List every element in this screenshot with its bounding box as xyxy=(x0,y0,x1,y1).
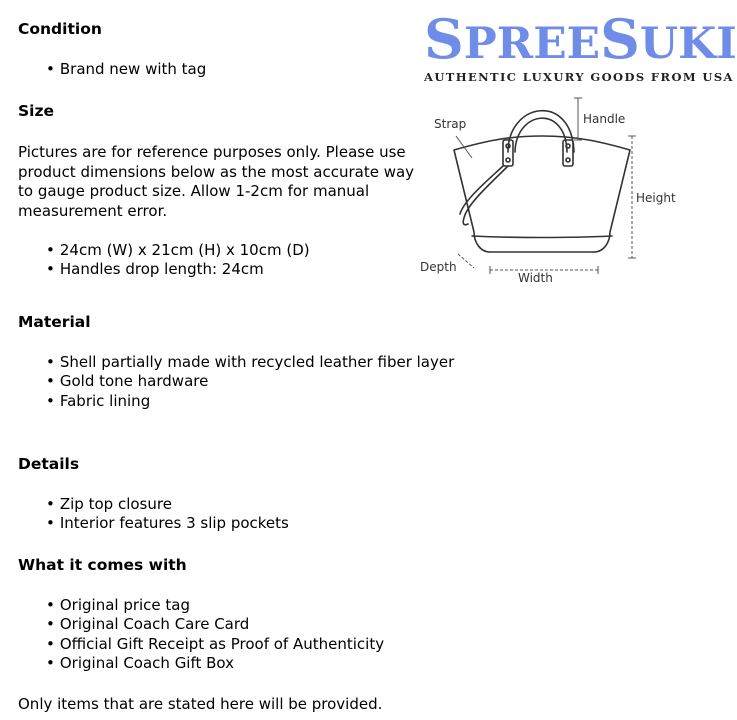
footer-note: Only items that are stated here will be provided. xyxy=(18,695,383,713)
details-list xyxy=(46,495,289,534)
list-item: • Zip top closure xyxy=(46,495,289,514)
list-item: • Handles drop length: 24cm xyxy=(46,260,310,279)
comes-with-list xyxy=(46,596,384,673)
list-item: • Interior features 3 slip pockets xyxy=(46,514,289,533)
comes-with-heading: What it comes with xyxy=(18,556,187,574)
handle-label: Handle xyxy=(583,112,626,126)
list-item: • Gold tone hardware xyxy=(46,372,454,391)
bag-measurement-diagram xyxy=(412,92,702,292)
list-item: • Brand new with tag xyxy=(46,60,206,79)
size-heading: Size xyxy=(18,102,55,120)
details-heading: Details xyxy=(18,455,80,473)
condition-list xyxy=(46,60,206,79)
strap-label: Strap xyxy=(434,117,467,131)
logo-title: SPREESUKI xyxy=(424,7,737,71)
list-item: • Shell partially made with recycled leather fiber layer xyxy=(46,353,454,372)
depth-label: Depth xyxy=(420,260,457,274)
material-heading: Material xyxy=(18,313,91,331)
size-list xyxy=(46,241,310,280)
list-item: • Original Coach Care Card xyxy=(46,615,384,634)
list-item: • 24cm (W) x 21cm (H) x 10cm (D) xyxy=(46,241,310,260)
list-item: • Fabric lining xyxy=(46,392,454,411)
logo-tagline: AUTHENTIC LUXURY GOODS FROM USA xyxy=(424,70,734,84)
list-item: • Original Coach Gift Box xyxy=(46,654,384,673)
condition-heading: Condition xyxy=(18,20,102,38)
height-label: Height xyxy=(636,191,676,205)
size-paragraph: Pictures are for reference purposes only. Please use product dimensions below as the most accurate way to gauge product size. Allow 1-2cm for manual measurement error. xyxy=(18,143,415,220)
width-label: Width xyxy=(518,271,553,285)
material-list xyxy=(46,353,454,411)
list-item: • Official Gift Receipt as Proof of Authenticity xyxy=(46,635,384,654)
list-item: • Original price tag xyxy=(46,596,384,615)
spreesuki-logo xyxy=(424,7,737,84)
